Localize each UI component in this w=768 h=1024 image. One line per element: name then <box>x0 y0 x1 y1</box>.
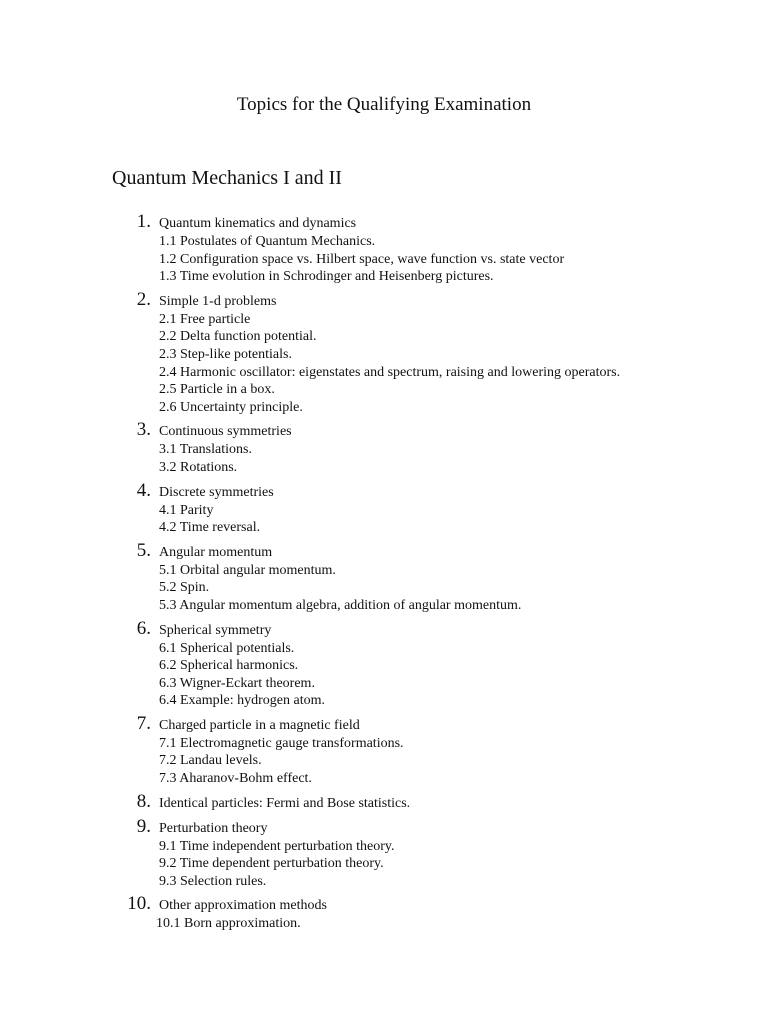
topic-item <box>0 481 768 537</box>
topic-header <box>0 481 768 502</box>
subtopic-item: 2.1 Free particle <box>159 311 251 327</box>
topic-number: 4. <box>136 479 151 501</box>
topic-header <box>0 714 768 735</box>
subtopic-item: 1.2 Configuration space vs. Hilbert space, wave function vs. state vector <box>159 251 565 267</box>
topic-item <box>0 420 768 476</box>
subtopic-item: 1.1 Postulates of Quantum Mechanics. <box>159 234 376 249</box>
topic-number: 5. <box>136 539 151 561</box>
subtopic-item: 5.1 Orbital angular momentum. <box>159 562 336 578</box>
topic-title: Simple 1-d problems <box>159 293 277 309</box>
subtopic-item: 4.1 Parity <box>159 502 214 518</box>
subtopic-list <box>0 502 768 537</box>
topic-item <box>0 619 768 710</box>
subtopic-list <box>0 311 768 417</box>
topic-title: Angular momentum <box>159 544 273 560</box>
subtopic-list <box>0 562 768 615</box>
topic-title: Identical particles: Fermi and Bose statistics. <box>159 795 411 811</box>
subtopic-item: 6.2 Spherical harmonics. <box>159 658 299 674</box>
subtopic-item: 6.1 Spherical potentials. <box>159 640 295 656</box>
topic-item <box>0 894 768 933</box>
topic-number: 2. <box>136 288 151 310</box>
subtopic-item: 6.3 Wigner-Eckart theorem. <box>159 675 315 691</box>
topic-title: Quantum kinematics and dynamics <box>159 216 357 231</box>
topic-title: Charged particle in a magnetic field <box>159 717 360 733</box>
subtopic-item: 2.5 Particle in a box. <box>159 382 275 398</box>
topic-header <box>0 290 768 311</box>
subtopic-list <box>0 735 768 788</box>
subtopic-item: 7.2 Landau levels. <box>159 753 262 769</box>
topic-number: 7. <box>136 712 151 734</box>
topic-title: Continuous symmetries <box>159 424 292 440</box>
topic-number: 3. <box>136 419 151 441</box>
subtopic-item: 5.2 Spin. <box>159 580 210 596</box>
subtopic-item: 4.2 Time reversal. <box>159 520 261 536</box>
topic-header <box>0 894 768 915</box>
subtopic-item: 6.4 Example: hydrogen atom. <box>159 693 326 709</box>
subtopic-item: 10.1 Born approximation. <box>156 916 301 932</box>
topic-number: 1. <box>136 211 151 232</box>
topic-title: Spherical symmetry <box>159 622 272 638</box>
topic-item <box>0 290 768 417</box>
subtopic-list <box>0 640 768 710</box>
topic-item <box>0 792 768 813</box>
subtopic-item: 2.2 Delta function potential. <box>159 329 317 345</box>
topic-title: Other approximation methods <box>159 898 327 914</box>
topic-number: 6. <box>136 617 151 639</box>
subtopic-item: 1.3 Time evolution in Schrodinger and Heisenberg pictures. <box>159 269 494 285</box>
topic-list <box>0 212 768 937</box>
topic-item <box>0 714 768 788</box>
topic-number: 9. <box>136 815 151 837</box>
subtopic-list <box>0 838 768 891</box>
subtopic-list <box>0 441 768 476</box>
topic-header <box>0 420 768 441</box>
subtopic-list <box>0 233 768 286</box>
topic-title: Discrete symmetries <box>159 484 274 500</box>
topic-item <box>0 212 768 286</box>
subtopic-item: 9.3 Selection rules. <box>159 873 267 889</box>
topic-header <box>0 792 768 813</box>
subtopic-item: 3.1 Translations. <box>159 442 252 458</box>
page-title: Topics for the Qualifying Examination <box>236 94 532 115</box>
subtopic-item: 2.4 Harmonic oscillator: eigenstates and spectrum, raising and lowering operators. <box>159 364 621 380</box>
topic-header <box>0 541 768 562</box>
topic-header <box>0 212 768 233</box>
topic-title: Perturbation theory <box>159 820 268 836</box>
topic-number: 8. <box>136 790 151 812</box>
subtopic-list <box>0 915 768 933</box>
subtopic-item: 9.1 Time independent perturbation theory. <box>159 838 395 854</box>
subtopic-item: 7.3 Aharanov-Bohm effect. <box>159 771 312 787</box>
topic-header <box>0 619 768 640</box>
subtopic-item: 7.1 Electromagnetic gauge transformations. <box>159 735 404 751</box>
subtopic-item: 9.2 Time dependent perturbation theory. <box>159 856 384 872</box>
topic-item <box>0 817 768 891</box>
topic-item <box>0 541 768 615</box>
section-heading: Quantum Mechanics I and II <box>112 167 342 189</box>
topic-number: 10. <box>127 893 151 915</box>
topic-header <box>0 817 768 838</box>
subtopic-item: 3.2 Rotations. <box>159 459 238 475</box>
subtopic-item: 2.3 Step-like potentials. <box>159 346 292 362</box>
subtopic-item: 5.3 Angular momentum algebra, addition of angular momentum. <box>159 597 522 613</box>
subtopic-item: 2.6 Uncertainty principle. <box>159 399 303 415</box>
